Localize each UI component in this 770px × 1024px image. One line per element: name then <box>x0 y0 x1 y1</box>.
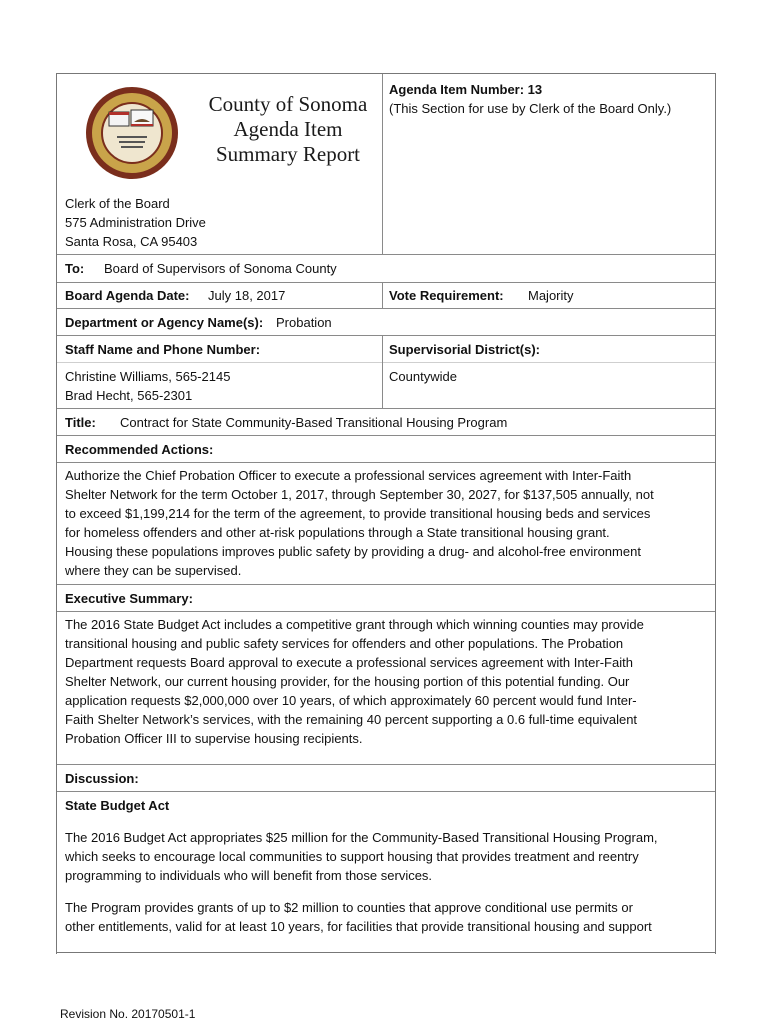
executive-text-row <box>57 612 715 765</box>
clerk-note: (This Section for use by Clerk of the Board Only.) <box>389 101 672 116</box>
staff-line-1: Christine Williams, 565-2145 <box>65 369 231 384</box>
discussion-paragraph-2: The Program provides grants of up to $2 million to counties that approve conditional use permits or other entitlements, valid for at least 10 years, for facilities that provide transitional housing and support <box>65 900 652 934</box>
staff-divider <box>382 336 383 409</box>
title-label: Title: <box>65 415 96 430</box>
header-divider <box>382 74 383 255</box>
date-vote-divider <box>382 283 383 309</box>
revision-number: Revision No. 20170501-1 <box>60 1007 196 1021</box>
page-bottom-rule <box>56 952 716 953</box>
to-value: Board of Supervisors of Sonoma County <box>104 261 337 276</box>
executive-label-row <box>57 585 715 612</box>
recommended-text-row <box>57 463 715 585</box>
district-value: Countywide <box>389 369 457 384</box>
agenda-summary-form <box>56 73 716 954</box>
vote-value: Majority <box>528 288 574 303</box>
agenda-item-number: Agenda Item Number: 13 <box>389 82 543 97</box>
address-line-2: 575 Administration Drive <box>65 215 206 230</box>
to-label: To: <box>65 261 85 276</box>
discussion-paragraph-1: The 2016 Budget Act appropriates $25 million for the Community-Based Transitional Housing Program, which seeks to encourage local communities to support housing that provides treatment and reentry programming to individuals who will benefit from those services. <box>65 830 658 883</box>
staff-label: Staff Name and Phone Number: <box>65 342 261 357</box>
discussion-subheading: State Budget Act <box>65 798 170 813</box>
discussion-body <box>57 792 715 954</box>
district-label: Supervisorial District(s): <box>389 342 540 357</box>
department-value: Probation <box>276 315 332 330</box>
address-line-3: Santa Rosa, CA 95403 <box>65 234 198 249</box>
staff-values-row <box>57 363 715 409</box>
vote-label: Vote Requirement: <box>389 288 504 303</box>
discussion-label-row <box>57 765 715 792</box>
county-seal-icon <box>85 86 179 180</box>
staff-header-row <box>57 336 715 363</box>
department-label: Department or Agency Name(s): <box>65 315 264 330</box>
staff-line-2: Brad Hecht, 565-2301 <box>65 388 193 403</box>
board-date-value: July 18, 2017 <box>208 288 286 303</box>
title-value: Contract for State Community-Based Transitional Housing Program <box>120 415 508 430</box>
recommended-label: Recommended Actions: <box>65 442 214 457</box>
header-row <box>57 74 715 255</box>
title-row <box>57 409 715 436</box>
date-vote-row <box>57 283 715 309</box>
executive-summary-text: The 2016 State Budget Act includes a competitive grant through which winning counties may provide transitional housing and public safety services for offenders and other populations. The Probation Department requests Board approval to execute a professional services agreement with Inter-Faith Shelter Network, our current housing provider, for the housing portion of this potential funding. Our application requests $2,000,000 over 10 years, of which approximately 60 percent would fund Inter- Faith Shelter Network’s services, with the remaining 40 percent supporting a 0.6 full-time equivalent Probation Officer III to supervise housing recipients. <box>65 617 644 746</box>
executive-label: Executive Summary: <box>65 591 193 606</box>
address-line-1: Clerk of the Board <box>65 196 170 211</box>
recommended-actions-text: Authorize the Chief Probation Officer to execute a professional services agreement with Inter-Faith Shelter Network for the term October 1, 2017, through September 30, 2027, for $137,505 annually, not to exceed $1,199,214 for the term of the agreement, to provide transitional housing beds and services for homeless offenders and other at-risk populations through a State transitional housing grant. Housing these populations improves public safety by providing a drug- and alcohol-free environment where they can be supervised. <box>65 468 654 578</box>
report-title: County of Sonoma Agenda Item Summary Report <box>208 92 368 166</box>
board-date-label: Board Agenda Date: <box>65 288 190 303</box>
department-row <box>57 309 715 336</box>
discussion-label: Discussion: <box>65 771 139 786</box>
recommended-label-row <box>57 436 715 463</box>
to-row <box>57 255 715 283</box>
